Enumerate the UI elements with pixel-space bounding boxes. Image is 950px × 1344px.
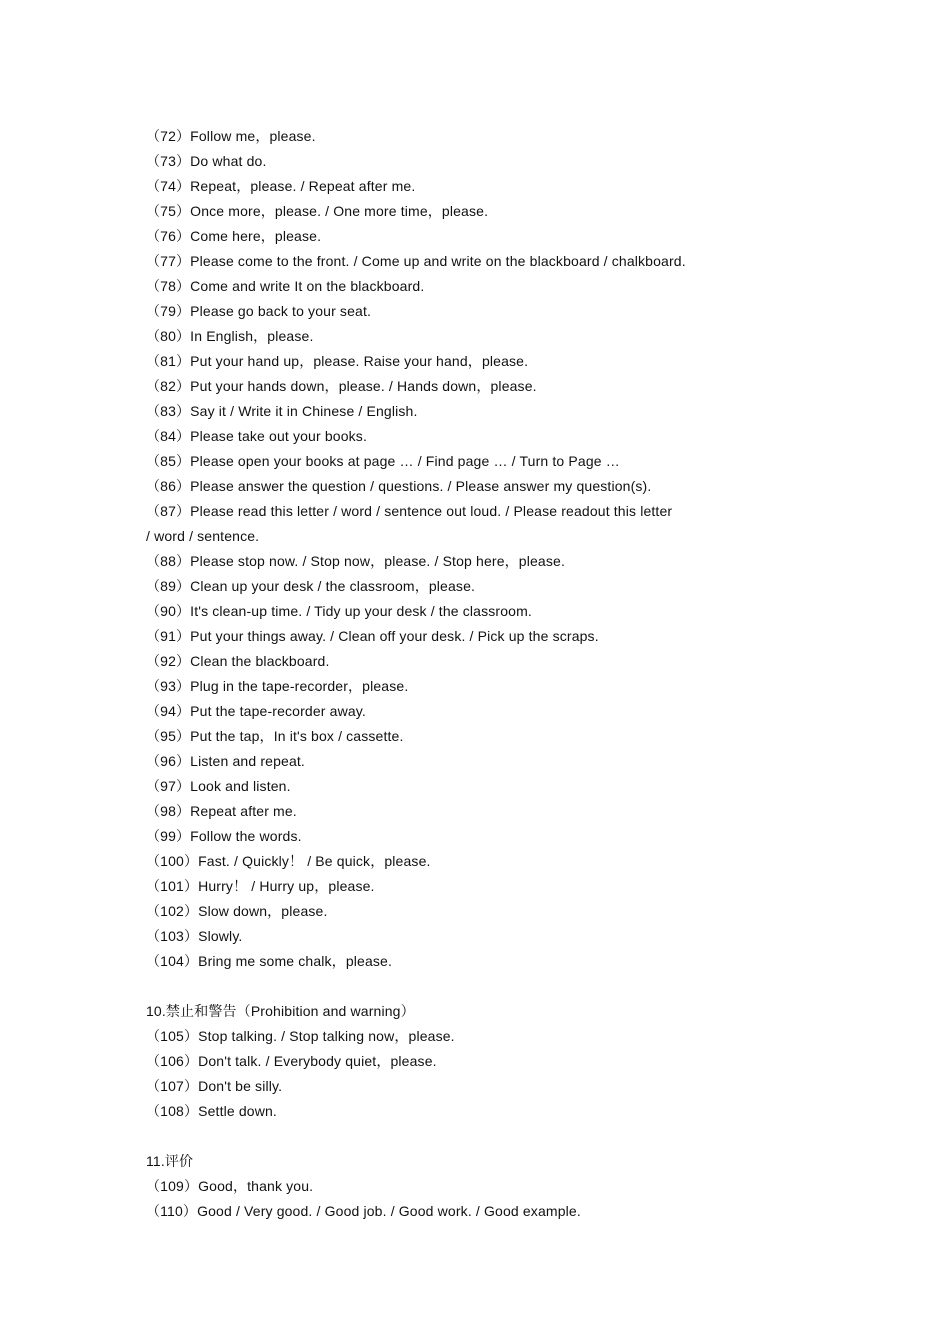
list-item-97: （97）Look and listen. [146, 778, 291, 794]
list-item-110: （110）Good / Very good. / Good job. / Good work. / Good example. [146, 1203, 581, 1219]
paragraph-spacer [146, 974, 746, 999]
section-heading-11 [146, 1149, 746, 1174]
list-item-78: （78）Come and write It on the blackboard. [146, 278, 425, 294]
list-item-103: （103）Slowly. [146, 928, 243, 944]
list-item-90: （90）It's clean-up time. / Tidy up your desk / the classroom. [146, 603, 532, 619]
document-content [146, 124, 746, 1224]
section-title-en: （Prohibition and warning） [236, 1003, 415, 1019]
list-item-100: （100）Fast. / Quickly！ / Be quick，please. [146, 853, 431, 869]
paragraph-spacer [146, 1124, 746, 1149]
list-item-101: （101）Hurry！ / Hurry up，please. [146, 878, 375, 894]
list-item-108: （108）Settle down. [146, 1103, 277, 1119]
section-title-cn: 评价 [164, 1154, 194, 1170]
list-item-107: （107）Don't be silly. [146, 1078, 283, 1094]
section-heading-10 [146, 999, 746, 1024]
list-item-86: （86）Please answer the question / questions. / Please answer my question(s). [146, 478, 652, 494]
list-item-109: （109）Good，thank you. [146, 1178, 314, 1194]
section-title-cn: 禁止和警告 [165, 1004, 237, 1020]
list-item-87-continued: / word / sentence. [146, 528, 260, 544]
list-item-88: （88）Please stop now. / Stop now，please. / Stop here，please. [146, 553, 565, 569]
list-item-74: （74）Repeat，please. / Repeat after me. [146, 178, 416, 194]
section-number: 11. [146, 1153, 165, 1169]
list-item-75: （75）Once more，please. / One more time，please. [146, 203, 489, 219]
list-item-80: （80）In English，please. [146, 328, 314, 344]
list-item-106: （106）Don't talk. / Everybody quiet，please. [146, 1053, 437, 1069]
list-item-94: （94）Put the tape-recorder away. [146, 703, 366, 719]
list-item-87: （87）Please read this letter / word / sentence out loud. / Please readout this letter [146, 503, 673, 519]
list-item-93: （93）Plug in the tape-recorder，please. [146, 678, 409, 694]
list-item-72: （72）Follow me，please. [146, 128, 316, 144]
list-item-73: （73）Do what do. [146, 153, 267, 169]
list-item-91: （91）Put your things away. / Clean off your desk. / Pick up the scraps. [146, 628, 599, 644]
list-item-92: （92）Clean the blackboard. [146, 653, 330, 669]
list-item-102: （102）Slow down，please. [146, 903, 328, 919]
list-item-82: （82）Put your hands down，please. / Hands down，please. [146, 378, 537, 394]
list-item-96: （96）Listen and repeat. [146, 753, 305, 769]
list-item-105: （105）Stop talking. / Stop talking now，please. [146, 1028, 455, 1044]
list-item-85: （85）Please open your books at page … / Find page … / Turn to Page … [146, 453, 620, 469]
list-item-81: （81）Put your hand up，please. Raise your hand，please. [146, 353, 529, 369]
list-item-77: （77）Please come to the front. / Come up and write on the blackboard / chalkboard. [146, 253, 686, 269]
list-item-79: （79）Please go back to your seat. [146, 303, 372, 319]
list-item-84: （84）Please take out your books. [146, 428, 367, 444]
list-item-98: （98）Repeat after me. [146, 803, 297, 819]
list-item-89: （89）Clean up your desk / the classroom，please. [146, 578, 476, 594]
list-item-99: （99）Follow the words. [146, 828, 302, 844]
list-item-95: （95）Put the tap，In it's box / cassette. [146, 728, 404, 744]
list-item-83: （83）Say it / Write it in Chinese / English. [146, 403, 418, 419]
section-number: 10. [146, 1003, 166, 1019]
list-item-104: （104）Bring me some chalk，please. [146, 953, 393, 969]
list-item-76: （76）Come here，please. [146, 228, 322, 244]
